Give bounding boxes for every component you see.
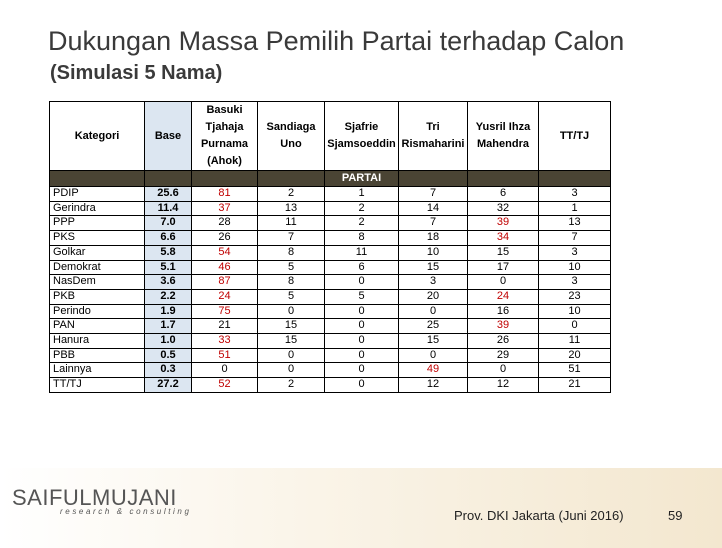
header-yusril-line: Yusril Ihza — [475, 121, 531, 133]
row-value: 26 — [468, 334, 539, 349]
row-value: 24 — [192, 289, 258, 304]
row-value: 2 — [325, 201, 399, 216]
row-value: 28 — [192, 216, 258, 231]
row-value: 15 — [399, 334, 468, 349]
row-value: 15 — [468, 245, 539, 260]
table-row — [50, 378, 611, 393]
section-cell-empty — [192, 171, 258, 187]
row-base: 3.6 — [145, 275, 192, 290]
row-value: 32 — [468, 201, 539, 216]
row-value: 87 — [192, 275, 258, 290]
row-value: 0 — [399, 304, 468, 319]
company-tagline: research & consulting — [60, 507, 192, 516]
row-value: 75 — [192, 304, 258, 319]
row-base: 0.3 — [145, 363, 192, 378]
header-sandiaga-line: Sandiaga — [266, 121, 316, 133]
row-value: 20 — [539, 348, 611, 363]
row-category: NasDem — [50, 275, 145, 290]
row-value: 51 — [192, 348, 258, 363]
row-category: TT/TJ — [50, 378, 145, 393]
row-value: 12 — [468, 378, 539, 393]
header-ahok-line: Purnama — [200, 138, 249, 150]
slide-title: Dukungan Massa Pemilih Partai terhadap Calon — [48, 26, 625, 56]
row-value: 0 — [325, 334, 399, 349]
header-sjafrie — [325, 102, 399, 171]
row-value: 39 — [468, 216, 539, 231]
row-base: 1.9 — [145, 304, 192, 319]
row-value: 49 — [399, 363, 468, 378]
row-category: PKB — [50, 289, 145, 304]
row-value: 6 — [468, 187, 539, 202]
row-base: 1.7 — [145, 319, 192, 334]
row-value: 15 — [258, 334, 325, 349]
company-logo: SAIFULMUJANI — [12, 485, 177, 510]
row-base: 0.5 — [145, 348, 192, 363]
table-row — [50, 304, 611, 319]
table-row — [50, 231, 611, 246]
row-value: 8 — [258, 245, 325, 260]
row-value: 0 — [325, 378, 399, 393]
row-value: 5 — [258, 289, 325, 304]
row-value: 3 — [399, 275, 468, 290]
row-category: Golkar — [50, 245, 145, 260]
header-sandiaga — [258, 102, 325, 171]
row-value: 11 — [325, 245, 399, 260]
row-value: 1 — [325, 187, 399, 202]
row-base: 1.0 — [145, 334, 192, 349]
row-value: 0 — [325, 275, 399, 290]
header-ahok — [192, 102, 258, 171]
slide-subtitle: (Simulasi 5 Nama) — [50, 62, 223, 84]
row-value: 3 — [539, 187, 611, 202]
header-tri — [399, 102, 468, 171]
section-cell-empty — [50, 171, 145, 187]
section-label: PARTAI — [325, 171, 399, 187]
row-value: 21 — [539, 378, 611, 393]
table-row — [50, 334, 611, 349]
row-value: 13 — [258, 201, 325, 216]
row-value: 0 — [258, 363, 325, 378]
header-ahok-line: Basuki — [206, 104, 243, 116]
row-category: Lainnya — [50, 363, 145, 378]
row-value: 7 — [539, 231, 611, 246]
section-row — [50, 171, 611, 187]
table-row — [50, 289, 611, 304]
table-row — [50, 348, 611, 363]
row-value: 34 — [468, 231, 539, 246]
row-base: 2.2 — [145, 289, 192, 304]
row-value: 2 — [258, 187, 325, 202]
row-category: PDIP — [50, 187, 145, 202]
table-header-row — [50, 102, 611, 171]
row-value: 23 — [539, 289, 611, 304]
row-base: 5.1 — [145, 260, 192, 275]
row-category: Demokrat — [50, 260, 145, 275]
row-value: 25 — [399, 319, 468, 334]
section-cell-empty — [539, 171, 611, 187]
row-value: 2 — [258, 378, 325, 393]
table-row — [50, 201, 611, 216]
row-category: Perindo — [50, 304, 145, 319]
row-value: 0 — [192, 363, 258, 378]
row-value: 2 — [325, 216, 399, 231]
row-value: 0 — [325, 319, 399, 334]
table-row — [50, 275, 611, 290]
row-value: 7 — [258, 231, 325, 246]
header-kategori: Kategori — [50, 102, 145, 171]
row-value: 0 — [325, 348, 399, 363]
row-value: 17 — [468, 260, 539, 275]
row-value: 0 — [325, 363, 399, 378]
header-tri-line: Rismaharini — [401, 138, 465, 150]
row-value: 24 — [468, 289, 539, 304]
section-cell-empty — [399, 171, 468, 187]
row-value: 0 — [539, 319, 611, 334]
table-row — [50, 187, 611, 202]
header-yusril — [468, 102, 539, 171]
row-value: 6 — [325, 260, 399, 275]
row-base: 25.6 — [145, 187, 192, 202]
row-value: 3 — [539, 275, 611, 290]
table-row — [50, 216, 611, 231]
row-value: 12 — [399, 378, 468, 393]
row-category: Gerindra — [50, 201, 145, 216]
row-value: 39 — [468, 319, 539, 334]
header-ahok-line: Tjahaja — [205, 121, 244, 133]
header-sjafrie-line: Sjafrie — [344, 121, 379, 133]
header-sandiaga-line: Uno — [280, 138, 302, 150]
row-category: Hanura — [50, 334, 145, 349]
row-value: 52 — [192, 378, 258, 393]
table-row — [50, 319, 611, 334]
row-value: 0 — [258, 348, 325, 363]
row-base: 6.6 — [145, 231, 192, 246]
row-category: PKS — [50, 231, 145, 246]
row-value: 13 — [539, 216, 611, 231]
row-value: 3 — [539, 245, 611, 260]
row-base: 7.0 — [145, 216, 192, 231]
row-category: PAN — [50, 319, 145, 334]
row-base: 5.8 — [145, 245, 192, 260]
row-value: 7 — [399, 216, 468, 231]
row-category: PBB — [50, 348, 145, 363]
row-value: 8 — [258, 275, 325, 290]
row-value: 33 — [192, 334, 258, 349]
row-value: 26 — [192, 231, 258, 246]
row-value: 0 — [468, 275, 539, 290]
row-value: 11 — [539, 334, 611, 349]
row-value: 0 — [468, 363, 539, 378]
row-value: 11 — [258, 216, 325, 231]
row-base: 27.2 — [145, 378, 192, 393]
row-value: 46 — [192, 260, 258, 275]
row-value: 8 — [325, 231, 399, 246]
row-value: 37 — [192, 201, 258, 216]
row-value: 1 — [539, 201, 611, 216]
row-value: 10 — [399, 245, 468, 260]
row-value: 0 — [399, 348, 468, 363]
table-row — [50, 245, 611, 260]
row-value: 7 — [399, 187, 468, 202]
row-value: 5 — [325, 289, 399, 304]
header-tri-line: Tri — [426, 121, 440, 133]
row-value: 10 — [539, 260, 611, 275]
section-cell-empty — [145, 171, 192, 187]
row-value: 16 — [468, 304, 539, 319]
row-value: 21 — [192, 319, 258, 334]
row-value: 0 — [325, 304, 399, 319]
header-base: Base — [145, 102, 192, 171]
row-value: 0 — [258, 304, 325, 319]
table-row — [50, 260, 611, 275]
row-category: PPP — [50, 216, 145, 231]
section-cell-empty — [258, 171, 325, 187]
footer-caption: Prov. DKI Jakarta (Juni 2016) — [454, 508, 624, 523]
row-value: 81 — [192, 187, 258, 202]
row-value: 14 — [399, 201, 468, 216]
table-body — [50, 171, 611, 393]
row-value: 51 — [539, 363, 611, 378]
header-sjafrie-line: Sjamsoeddin — [327, 138, 396, 150]
row-value: 20 — [399, 289, 468, 304]
page-number: 59 — [668, 508, 683, 523]
results-table-wrapper — [49, 101, 611, 393]
header-yusril-line: Mahendra — [477, 138, 529, 150]
row-value: 15 — [399, 260, 468, 275]
table-row — [50, 363, 611, 378]
row-value: 15 — [258, 319, 325, 334]
section-cell-empty — [468, 171, 539, 187]
header-tttj: TT/TJ — [539, 102, 611, 171]
results-table — [49, 101, 611, 393]
header-ahok-line: (Ahok) — [207, 155, 242, 167]
row-value: 10 — [539, 304, 611, 319]
row-value: 29 — [468, 348, 539, 363]
row-value: 5 — [258, 260, 325, 275]
row-value: 18 — [399, 231, 468, 246]
row-value: 54 — [192, 245, 258, 260]
row-base: 11.4 — [145, 201, 192, 216]
